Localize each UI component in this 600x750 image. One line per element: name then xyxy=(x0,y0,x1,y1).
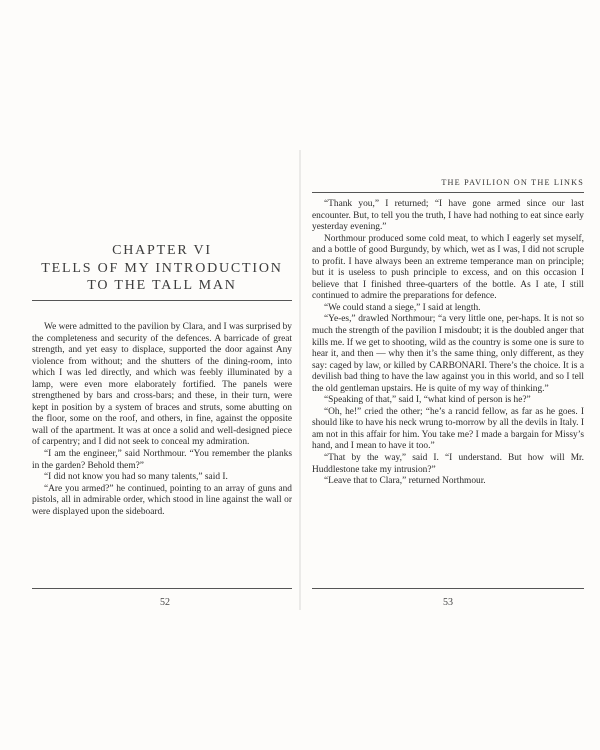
paragraph: “I did not know you had so many talents,” said I. xyxy=(44,472,228,483)
page-number: 53 xyxy=(443,597,453,608)
left-body-text xyxy=(32,322,292,518)
paragraph: “Speaking of that,” said I, “what kind of person is he?” xyxy=(324,395,531,406)
paragraph: “I am the engineer,” said Northmour. “You remember the planks in the garden? Behold them?” xyxy=(32,449,292,471)
running-head: THE PAVILION ON THE LINKS xyxy=(441,178,584,187)
page-number: 52 xyxy=(160,597,170,608)
paragraph: Northmour produced some cold meat, to which I eagerly set myself, and a bottle of good Burgundy, by which, wet as I was, I did not scruple to profit. I have always been an extreme temperance man on principle; but it is useless to push principle to excess, and on this occasion I believe that I finished three-quarters of the bottle. As I ate, I still continued to admire the preparations for defence. xyxy=(312,233,584,302)
header-rule xyxy=(312,192,584,193)
book-gutter xyxy=(299,150,301,610)
right-body-text xyxy=(312,199,584,488)
paragraph: “That by the way,” said I. “I understand. But how will Mr. Huddlestone take my intrusion?” xyxy=(312,453,584,475)
paragraph: We were admitted to the pavilion by Clara, and I was surprised by the completeness and security of the defences. A barricade of great strength, and yet easy to displace, supported the door against Any violence from without; and the shutters of the dining-room, into which I was led directly, and which was feebly illuminated by a lamp, were even more elaborately fortified. The panels were strengthened by bars and cross-bars; and these, in their turn, were kept in position by a system of braces and struts, some abutting on the floor, some on the roof, and others, in fine, against the opposite wall of the apartment. It was at once a solid and well-designed piece of carpentry; and I did not seek to conceal my admiration. xyxy=(32,322,292,448)
chapter-number: CHAPTER VI xyxy=(112,243,212,258)
paragraph: “Ye-es,” drawled Northmour; “a very little one, per-haps. It is not so much the strength of the pavilion I misdoubt; it is the doubled anger that kills me. If we get to shooting, wild as the country is some one is sure to hear it, and then — why then it’s the same thing, only different, as they say: caged by law, or killed by CARBONARI. There’s the choice. It is a devilish bad thing to have the law against you in this world, and so I tell the old gentleman upstairs. He is quite of my way of thinking.” xyxy=(312,314,584,394)
paragraph: “Leave that to Clara,” returned Northmour. xyxy=(324,476,486,487)
chapter-heading xyxy=(30,242,294,294)
paragraph: “Thank you,” I returned; “I have gone armed since our last encounter. But, to tell you the truth, I have had nothing to eat since early yesterday evening.” xyxy=(312,199,584,233)
chapter-rule xyxy=(32,300,292,301)
paragraph: “Are you armed?” he continued, pointing to an array of guns and pistols, all in admirable order, which stood in line against the wall or were displayed upon the sideboard. xyxy=(32,483,292,517)
footer-rule xyxy=(32,588,292,589)
chapter-title xyxy=(30,260,294,294)
paragraph: “Oh, he!” cried the other; “he’s a rancid fellow, as far as he goes. I should like to have his neck wrung to-morrow by all the devils in Italy. I am not in this affair for him. You take me? I made a bargain for Missy’s hand, and I mean to have it too.” xyxy=(312,406,584,452)
paragraph: “We could stand a siege,” I said at length. xyxy=(324,302,481,313)
footer-rule xyxy=(312,588,584,589)
chapter-title-line: TELLS OF MY INTRODUCTION xyxy=(41,261,283,276)
chapter-title-line: TO THE TALL MAN xyxy=(87,278,237,293)
